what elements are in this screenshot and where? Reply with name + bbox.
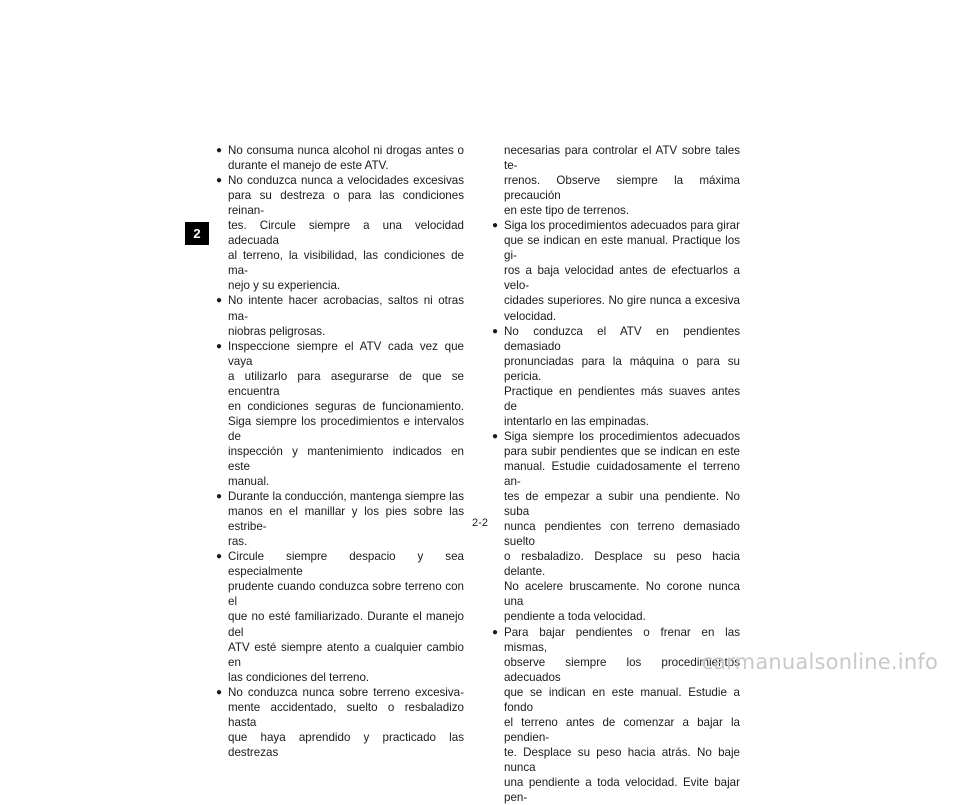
- text-line: Siga siempre los procedimientos e intervalos de: [228, 414, 464, 444]
- text-line: nunca pendientes con terreno demasiado suelto: [504, 519, 740, 549]
- bullet-icon: ●: [492, 218, 498, 233]
- text-line: tes de empezar a subir una pendiente. No suba: [504, 489, 740, 519]
- bullet-icon: ●: [492, 324, 498, 339]
- bullet-icon: ●: [492, 429, 498, 444]
- bullet-item: [492, 324, 740, 429]
- text-line: ras.: [228, 534, 464, 549]
- text-line: manos en el manillar y los pies sobre las estribe-: [228, 504, 464, 534]
- bullet-item: [216, 549, 464, 684]
- text-line: velocidad.: [504, 309, 740, 324]
- text-line: ATV esté siempre atento a cualquier cambio en: [228, 640, 464, 670]
- watermark: carmanualsonline.info: [701, 650, 938, 674]
- text-line: prudente cuando conduzca sobre terreno con el: [228, 579, 464, 609]
- bullet-item: [492, 218, 740, 323]
- text-line: que no esté familiarizado. Durante el manejo del: [228, 609, 464, 639]
- text-line: a utilizarlo para asegurarse de que se encuentra: [228, 369, 464, 399]
- text-line: rrenos. Observe siempre la máxima precaución: [504, 173, 740, 203]
- bullet-item: [216, 173, 464, 293]
- right-column: [492, 143, 740, 805]
- text-line: No intente hacer acrobacias, saltos ni otras ma-: [228, 293, 464, 323]
- text-line: el terreno antes de comenzar a bajar la pendien-: [504, 715, 740, 745]
- text-line: nejo y su experiencia.: [228, 278, 464, 293]
- continued-paragraph: [492, 143, 740, 218]
- text-line: ros a baja velocidad antes de efectuarlos a velo-: [504, 263, 740, 293]
- text-line: Inspeccione siempre el ATV cada vez que vaya: [228, 339, 464, 369]
- text-line: No conduzca el ATV en pendientes demasiado: [504, 324, 740, 354]
- text-line: Circule siempre despacio y sea especialmente: [228, 549, 464, 579]
- page-number: 2-2: [0, 517, 960, 529]
- text-line: niobras peligrosas.: [228, 324, 464, 339]
- text-line: durante el manejo de este ATV.: [228, 158, 464, 173]
- bullet-icon: ●: [216, 489, 222, 504]
- text-line: cidades superiores. No gire nunca a excesiva: [504, 293, 740, 308]
- text-line: en condiciones seguras de funcionamiento.: [228, 399, 464, 414]
- bullet-icon: ●: [216, 549, 222, 564]
- text-line: una pendiente a toda velocidad. Evite bajar pen-: [504, 775, 740, 805]
- text-line: pronunciadas para la máquina o para su pericia.: [504, 354, 740, 384]
- bullet-icon: ●: [216, 339, 222, 354]
- text-line: No conduzca nunca a velocidades excesivas: [228, 173, 464, 188]
- text-line: al terreno, la visibilidad, las condiciones de ma-: [228, 248, 464, 278]
- bullet-item: [216, 339, 464, 489]
- text-line: que se indican en este manual. Estudie a fondo: [504, 685, 740, 715]
- text-line: manual.: [228, 474, 464, 489]
- text-line: Practique en pendientes más suaves antes de: [504, 384, 740, 414]
- text-line: mente accidentado, suelto o resbaladizo hasta: [228, 700, 464, 730]
- text-line: No conduzca nunca sobre terreno excesiva-: [228, 685, 464, 700]
- bullet-item: [216, 293, 464, 338]
- text-line: Siga siempre los procedimientos adecuados: [504, 429, 740, 444]
- text-line: Siga los procedimientos adecuados para girar: [504, 218, 740, 233]
- bullet-icon: ●: [492, 625, 498, 640]
- text-line: observe siempre los procedimientos adecuados: [504, 655, 740, 685]
- left-column: [216, 143, 464, 760]
- text-line: que haya aprendido y practicado las destrezas: [228, 730, 464, 760]
- text-line: que se indican en este manual. Practique los gi-: [504, 233, 740, 263]
- bullet-item: [216, 685, 464, 760]
- text-line: las condiciones del terreno.: [228, 670, 464, 685]
- text-line: Durante la conducción, mantenga siempre las: [228, 489, 464, 504]
- bullet-icon: ●: [216, 685, 222, 700]
- text-line: intentarlo en las empinadas.: [504, 414, 740, 429]
- bullet-icon: ●: [216, 143, 222, 158]
- text-line: No consuma nunca alcohol ni drogas antes o: [228, 143, 464, 158]
- bullet-item: [216, 143, 464, 173]
- text-line: o resbaladizo. Desplace su peso hacia delante.: [504, 549, 740, 579]
- text-line: necesarias para controlar el ATV sobre tales te-: [504, 143, 740, 173]
- bullet-icon: ●: [216, 173, 222, 188]
- text-line: te. Desplace su peso hacia atrás. No baje nunca: [504, 745, 740, 775]
- text-line: Para bajar pendientes o frenar en las mismas,: [504, 625, 740, 655]
- text-line: para su destreza o para las condiciones reinan-: [228, 188, 464, 218]
- text-line: pendiente a toda velocidad.: [504, 609, 740, 624]
- text-line: tes. Circule siempre a una velocidad adecuada: [228, 218, 464, 248]
- text-line: manual. Estudie cuidadosamente el terreno an-: [504, 459, 740, 489]
- text-line: No acelere bruscamente. No corone nunca una: [504, 579, 740, 609]
- text-line: en este tipo de terrenos.: [504, 203, 740, 218]
- chapter-tab: 2: [185, 222, 209, 245]
- bullet-icon: ●: [216, 293, 222, 308]
- text-line: para subir pendientes que se indican en este: [504, 444, 740, 459]
- text-line: inspección y mantenimiento indicados en este: [228, 444, 464, 474]
